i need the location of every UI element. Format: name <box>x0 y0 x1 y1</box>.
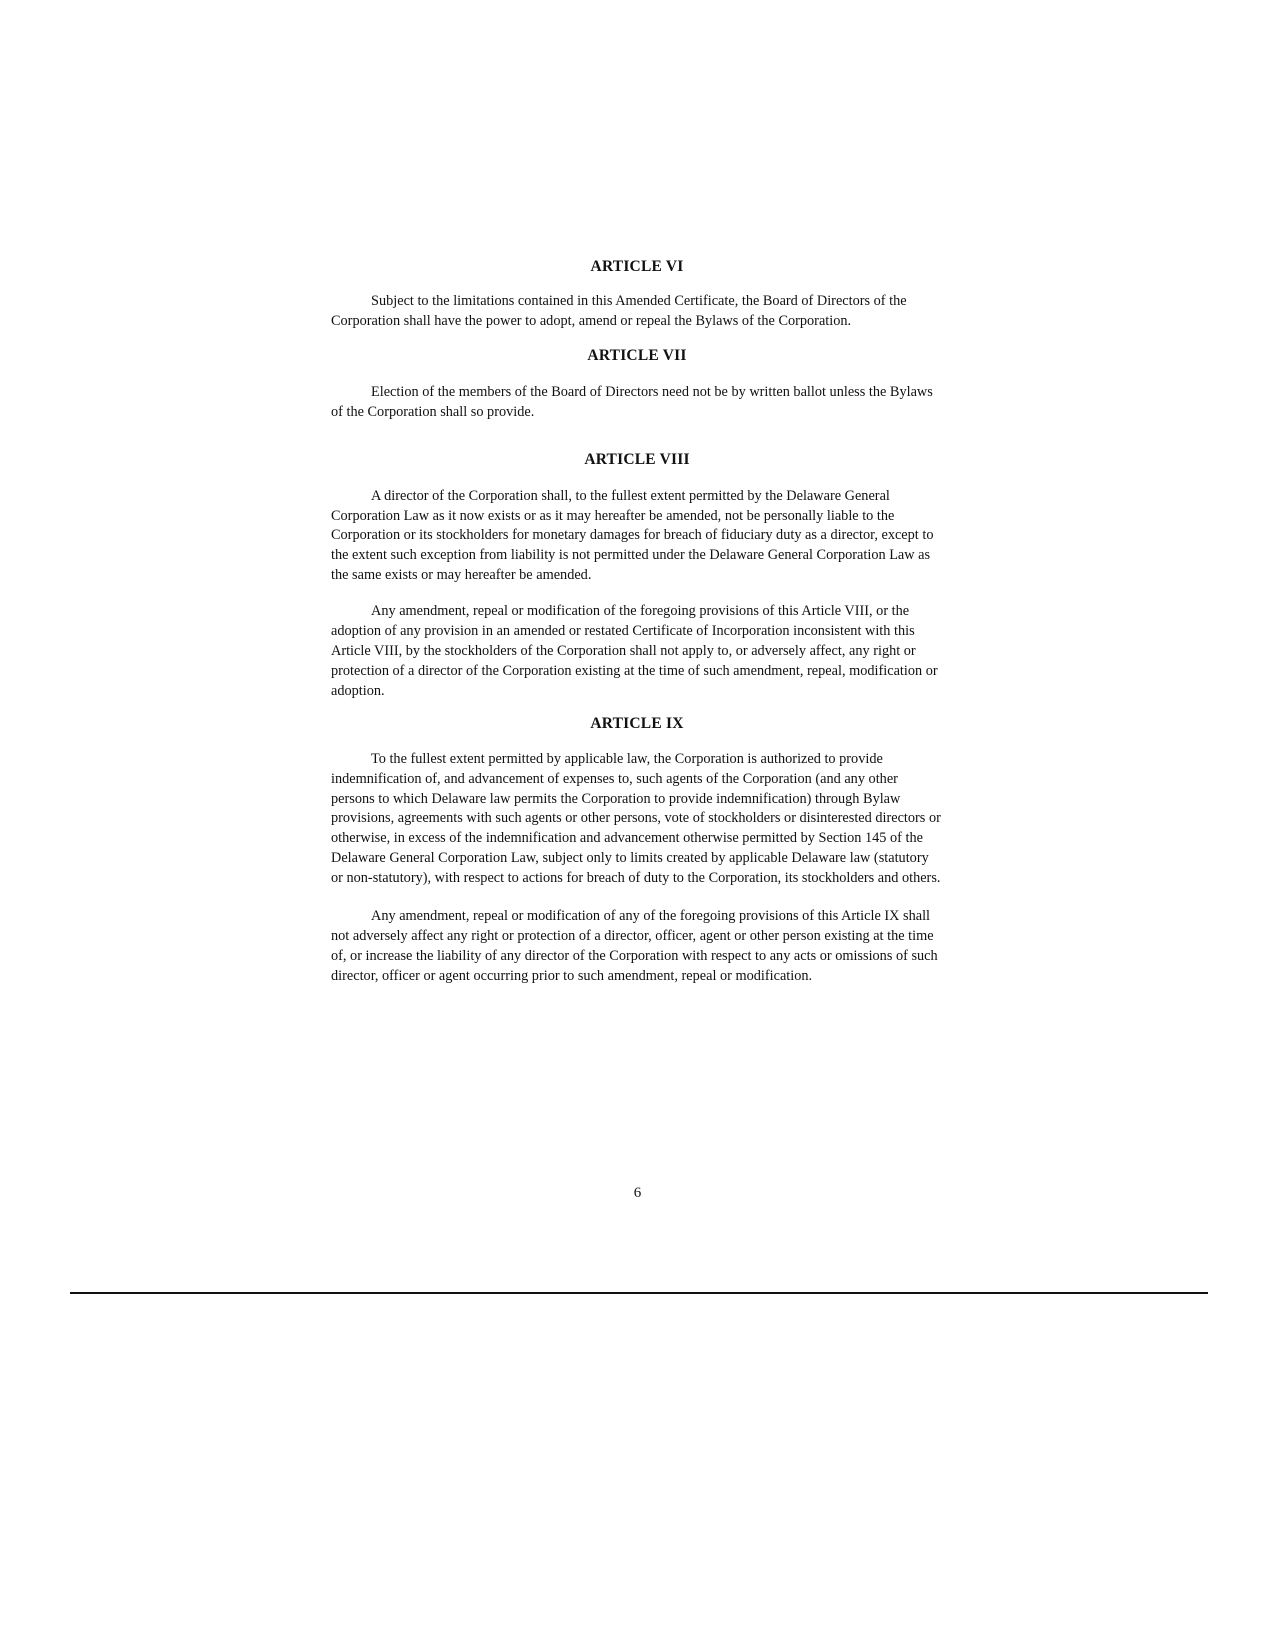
article-heading: ARTICLE VI <box>590 258 684 275</box>
article-vii <box>331 346 943 423</box>
article-ix <box>331 714 943 987</box>
article-paragraph: Election of the members of the Board of Directors need not be by written ballot unless the Bylaws of the Corporation shall so provide. <box>331 383 933 420</box>
article-heading: ARTICLE IX <box>590 714 684 732</box>
article-paragraph: Any amendment, repeal or modification of any of the foregoing provisions of this Article IX shall not adversely affect any right or protection of a director, officer, agent or other person existing at the time of, or increase the liability of any director of the Corporation with respect to any acts or omissions of such director, officer or agent occurring prior to such amendment, repeal or modification. <box>331 908 938 984</box>
document-body <box>331 257 943 987</box>
article-paragraph: Any amendment, repeal or modification of the foregoing provisions of this Article VIII, or the adoption of any provision in an amended or restated Certificate of Incorporation inconsistent with this Article VIII, by the stockholders of the Corporation shall not apply to, or adversely affect, any right or protection of a director of the Corporation existing at the time of such amendment, repeal, modification or adoption. <box>331 603 938 699</box>
page-number: 6 <box>633 1185 642 1201</box>
article-paragraph: A director of the Corporation shall, to the fullest extent permitted by the Delaware General Corporation Law as it now exists or as it may hereafter be amended, not be personally liable to the Corporation or its stockholders for monetary damages for breach of fiduciary duty as a director, except to the extent such exception from liability is not permitted under the Delaware General Corporation Law as the same exists or may hereafter be amended. <box>331 487 934 584</box>
footer-divider <box>70 1292 1208 1294</box>
article-heading: ARTICLE VIII <box>584 450 690 468</box>
article-viii <box>331 450 943 702</box>
article-vi <box>331 257 943 332</box>
article-paragraph: To the fullest extent permitted by applicable law, the Corporation is authorized to provide indemnification of, and advancement of expenses to, such agents of the Corporation (and any other persons to which Delaware law permits the Corporation to provide indemnification) through Bylaw provisions, agreements with such agents or other persons, vote of stockholders or disinterested directors or otherwise, in excess of the indemnification and advancement otherwise permitted by Section 145 of the Delaware General Corporation Law, subject only to limits created by applicable Delaware law (statutory or non-statutory), with respect to actions for breach of duty to the Corporation, its stockholders and others. <box>331 750 941 887</box>
article-heading: ARTICLE VII <box>587 346 687 364</box>
article-paragraph: Subject to the limitations contained in this Amended Certificate, the Board of Directors of the Corporation shall have the power to adopt, amend or repeal the Bylaws of the Corporation. <box>331 293 907 329</box>
